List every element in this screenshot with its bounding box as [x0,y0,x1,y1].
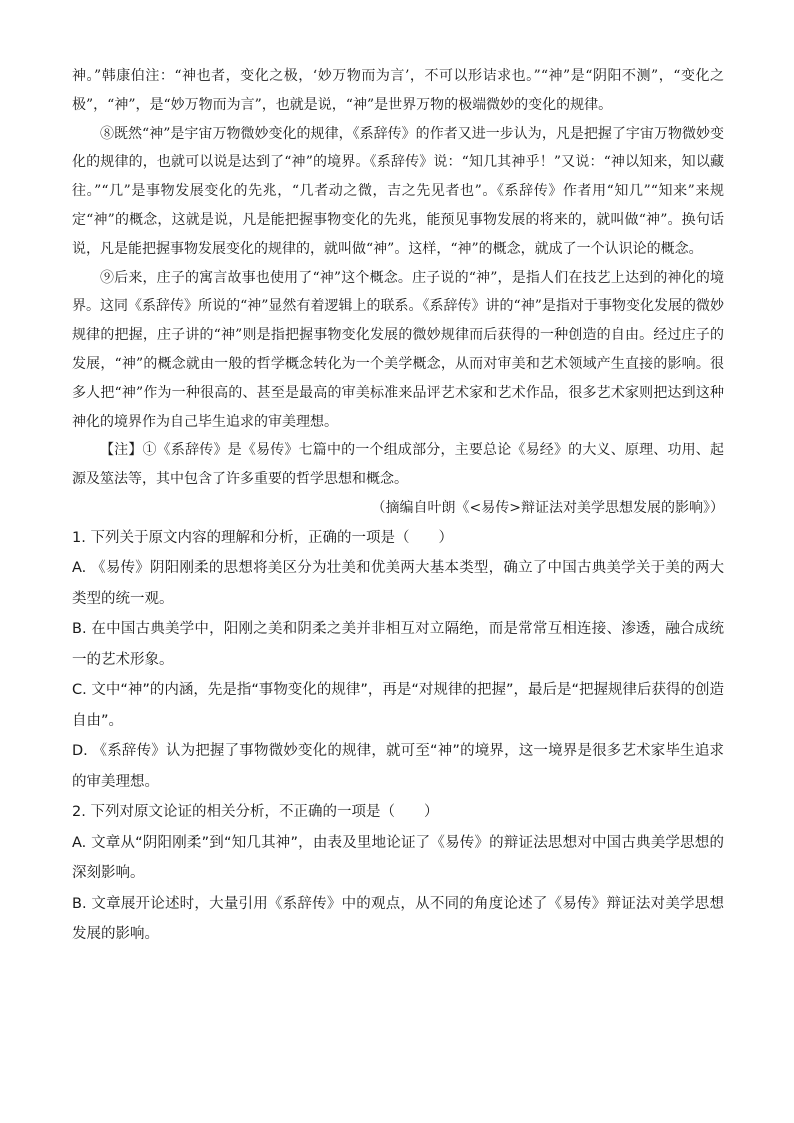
option-a: A. 文章从“阴阳刚柔”到“知几其神”，由表及里地论证了《易传》的辩证法思想对中国古典美学思想的深刻影响。 [72,834,724,882]
document-page [72,62,724,950]
option-d: D. 《系辞传》认为把握了事物微妙变化的规律，就可至“神”的境界，这一境界是很多艺术家毕生追求的审美理想。 [72,743,724,790]
question-2 [72,797,724,950]
passage-paragraph-9: ⑨后来，庄子的寓言故事也使用了“神”这个概念。庄子说的“神”，是指人们在技艺上达到的神化的境界。这同《系辞传》所说的“神”显然有着逻辑上的联系。《系辞传》讲的“神”是指对于事物变化发展的微妙规律的把握，庄子讲的“神”则是指把握事物变化发展的微妙规律而后获得的一种创造的自由。经过庄子的发展，“神”的概念就由一般的哲学概念转化为一个美学概念，从而对审美和艺术领域产生直接的影响。很多人把“神”作为一种很高的、甚至是最高的审美标准来品评艺术家和艺术作品，很多艺术家则把达到这种神化的境界作为自己毕生追求的审美理想。 [72,269,724,430]
option-b: B. 在中国古典美学中，阳刚之美和阴柔之美并非相互对立隔绝，而是常常互相连接、渗透，融合成统一的艺术形象。 [72,621,724,668]
passage-source: （摘编自叶朗《<易传>辩证法对美学思想发展的影响》） [371,499,724,516]
option-a: A. 《易传》阴阳刚柔的思想将美区分为壮美和优美两大基本类型，确立了中国古典美学关于美的两大类型的统一观。 [72,560,724,607]
option-c: C. 文中“神”的内涵，先是指“事物变化的规律”，再是“对规律的把握”，最后是“把握规律后获得的创造自由”。 [72,682,724,729]
passage-paragraph-intro: 神。”韩康伯注：“神也者，变化之极，‘妙万物而为言’，不可以形诘求也。”“神”是“阴阳不测”，“变化之极”，“神”，是“妙万物而为言”，也就是说，“神”是世界万物的极端微妙的变化的规律。 [72,68,724,113]
option-b: B. 文章展开论述时，大量引用《系辞传》中的观点，从不同的角度论述了《易传》辩证法对美学思想发展的影响。 [72,895,724,943]
passage-note: 【注】①《系辞传》是《易传》七篇中的一个组成部分，主要总论《易经》的大义、原理、功用、起源及筮法等，其中包含了许多重要的哲学思想和概念。 [72,442,724,488]
question-stem: 1. 下列关于原文内容的理解和分析，正确的一项是（ ） [72,529,453,546]
passage-paragraph-8: ⑧既然“神”是宇宙万物微妙变化的规律，《系辞传》的作者又进一步认为，凡是把握了宇宙万物微妙变化的规律的，也就可以说是达到了“神”的境界。《系辞传》说：“知几其神乎！”又说：“神以知来，知以藏往。”“几”是事物发展变化的先兆，“几者动之微，吉之先见者也”。《系辞传》作者用“知几”“知来”来规定“神”的概念，这就是说，凡是能把握事物变化的先兆，能预见事物发展的将来的，就叫做“神”。换句话说，凡是能把握事物发展变化的规律的，就叫做“神”。这样，“神”的概念，就成了一个认识论的概念。 [72,125,724,257]
question-1 [72,523,724,798]
question-stem: 2. 下列对原文论证的相关分析，不正确的一项是（ ） [72,804,439,821]
